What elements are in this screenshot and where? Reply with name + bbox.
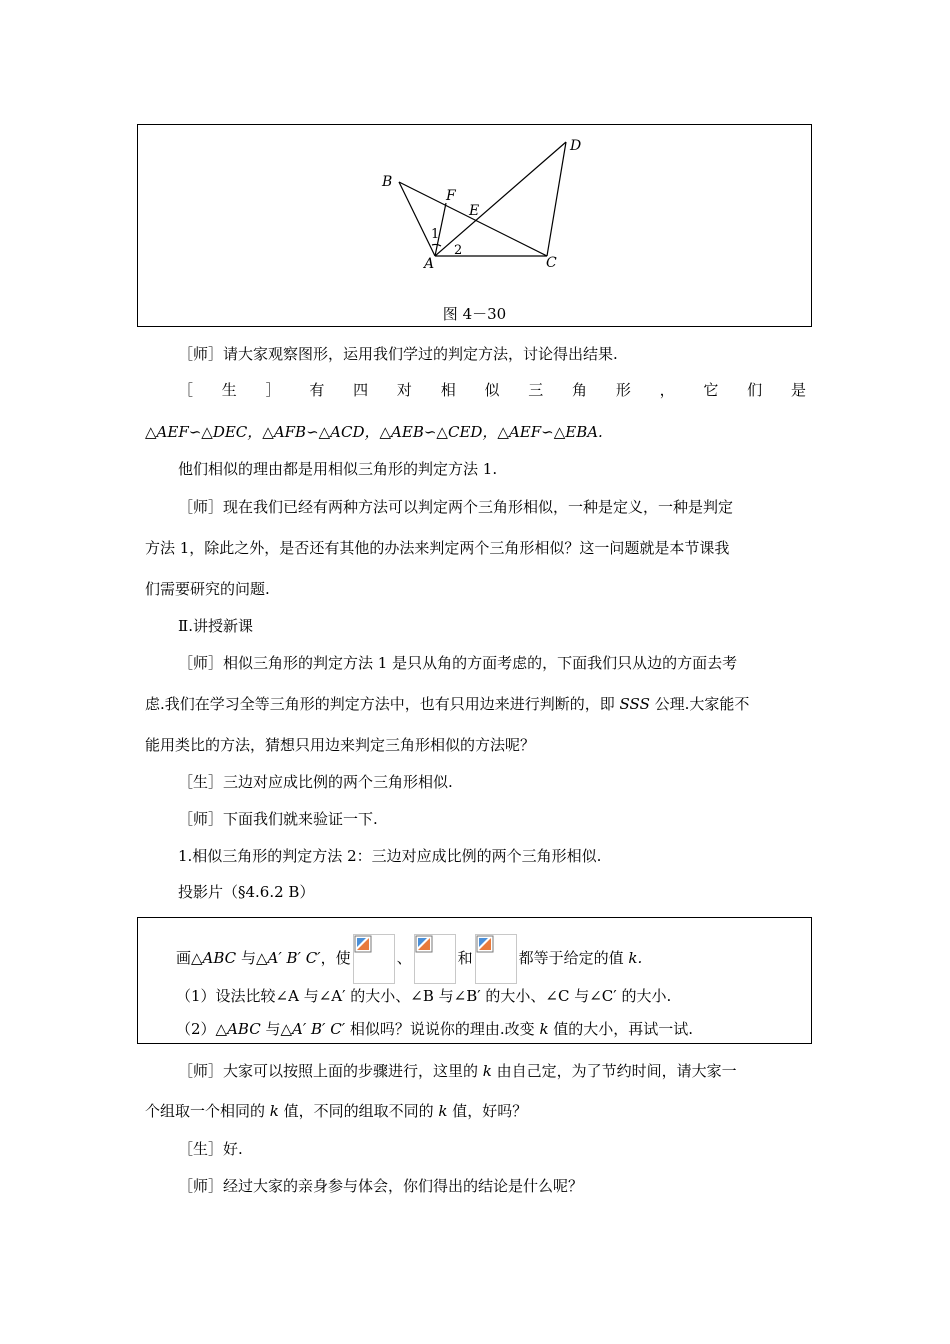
label-F: F bbox=[446, 188, 456, 204]
token: 它 bbox=[703, 381, 719, 399]
paragraph: 投影片（§4.6.2 B） bbox=[178, 883, 315, 901]
paragraph: ［师］大家可以按照上面的步骤进行，这里的 k 由自己定，为了节约时间，请大家一 bbox=[178, 1062, 737, 1080]
segment-BA bbox=[399, 182, 435, 256]
token: ］ bbox=[265, 381, 281, 399]
paragraph: ［师］相似三角形的判定方法 1 是只从角的方面考虑的，下面我们只从边的方面去考 bbox=[178, 654, 738, 672]
label-angle-1: 1 bbox=[431, 227, 440, 242]
task-step-1: （1）设法比较∠A 与∠A′ 的大小、∠B 与∠B′ 的大小、∠C 与∠C′ 的大小. bbox=[176, 987, 672, 1005]
token: 三 bbox=[528, 381, 544, 399]
token: 有 bbox=[309, 381, 325, 399]
ratio-image-placeholder bbox=[353, 934, 395, 984]
section-heading: Ⅱ.讲授新课 bbox=[178, 617, 253, 635]
label-C: C bbox=[546, 255, 557, 271]
token: 们 bbox=[747, 381, 763, 399]
angle-arc bbox=[432, 244, 441, 246]
segment-BC bbox=[399, 182, 547, 256]
label-B: B bbox=[382, 174, 393, 190]
token: 角 bbox=[572, 381, 588, 399]
projection-box bbox=[137, 917, 812, 1044]
token: 相 bbox=[440, 381, 456, 399]
paragraph: 们需要研究的问题. bbox=[145, 580, 270, 598]
paragraph: ［生］好. bbox=[178, 1140, 243, 1158]
geometry-figure bbox=[138, 125, 813, 328]
paragraph: ［师］请大家观察图形，运用我们学过的判定方法，讨论得出结果. bbox=[178, 345, 618, 363]
figure-box bbox=[137, 124, 812, 327]
token: 四 bbox=[353, 381, 369, 399]
justified-line bbox=[178, 380, 806, 400]
ratio-image-placeholder bbox=[475, 934, 517, 984]
paragraph: 虑.我们在学习全等三角形的判定方法中，也有只用边来进行判断的，即 SSS 公理.大家能不 bbox=[145, 695, 750, 713]
paragraph: 个组取一个相同的 k 值，不同的组取不同的 k 值，好吗？ bbox=[145, 1102, 528, 1120]
token: 生 bbox=[221, 381, 237, 399]
paragraph: 他们相似的理由都是用相似三角形的判定方法 1. bbox=[178, 460, 498, 478]
similarity-list: △AEF∽△DEC，△AFB∽△ACD，△AEB∽△CED，△AEF∽△EBA. bbox=[145, 423, 603, 441]
token: 似 bbox=[484, 381, 500, 399]
segment-CD bbox=[547, 142, 566, 256]
paragraph: ［师］现在我们已经有两种方法可以判定两个三角形相似，一种是定义，一种是判定 bbox=[178, 498, 734, 516]
token: 对 bbox=[396, 381, 412, 399]
paragraph: ［师］下面我们就来验证一下. bbox=[178, 810, 378, 828]
figure-caption: 图 4－30 bbox=[442, 305, 507, 323]
paragraph: ［生］三边对应成比例的两个三角形相似. bbox=[178, 773, 453, 791]
token: ， bbox=[659, 381, 675, 399]
paragraph: 能用类比的方法，猜想只用边来判定三角形相似的方法呢？ bbox=[145, 736, 536, 754]
label-A: A bbox=[424, 256, 435, 272]
token: 是 bbox=[790, 381, 806, 399]
label-angle-2: 2 bbox=[454, 243, 463, 258]
token: ［ bbox=[178, 381, 194, 399]
paragraph: ［师］经过大家的亲身参与体会，你们得出的结论是什么呢？ bbox=[178, 1177, 584, 1195]
label-D: D bbox=[570, 138, 582, 154]
token: 形 bbox=[615, 381, 631, 399]
paragraph: 1.相似三角形的判定方法 2：三边对应成比例的两个三角形相似. bbox=[178, 847, 602, 865]
task-step-2: （2）△ABC 与△A′ B′ C′ 相似吗？说说你的理由.改变 k 值的大小，再试一试. bbox=[176, 1020, 694, 1038]
label-E: E bbox=[469, 203, 480, 219]
paragraph: 方法 1，除此之外，是否还有其他的办法来判定两个三角形相似？这一问题就是本节课我 bbox=[145, 539, 730, 557]
ratio-image-placeholder bbox=[414, 934, 456, 984]
task-line: 画△ABC 与△A′ B′ C′，使 、 和 都等于给定的值 k. bbox=[176, 934, 642, 984]
